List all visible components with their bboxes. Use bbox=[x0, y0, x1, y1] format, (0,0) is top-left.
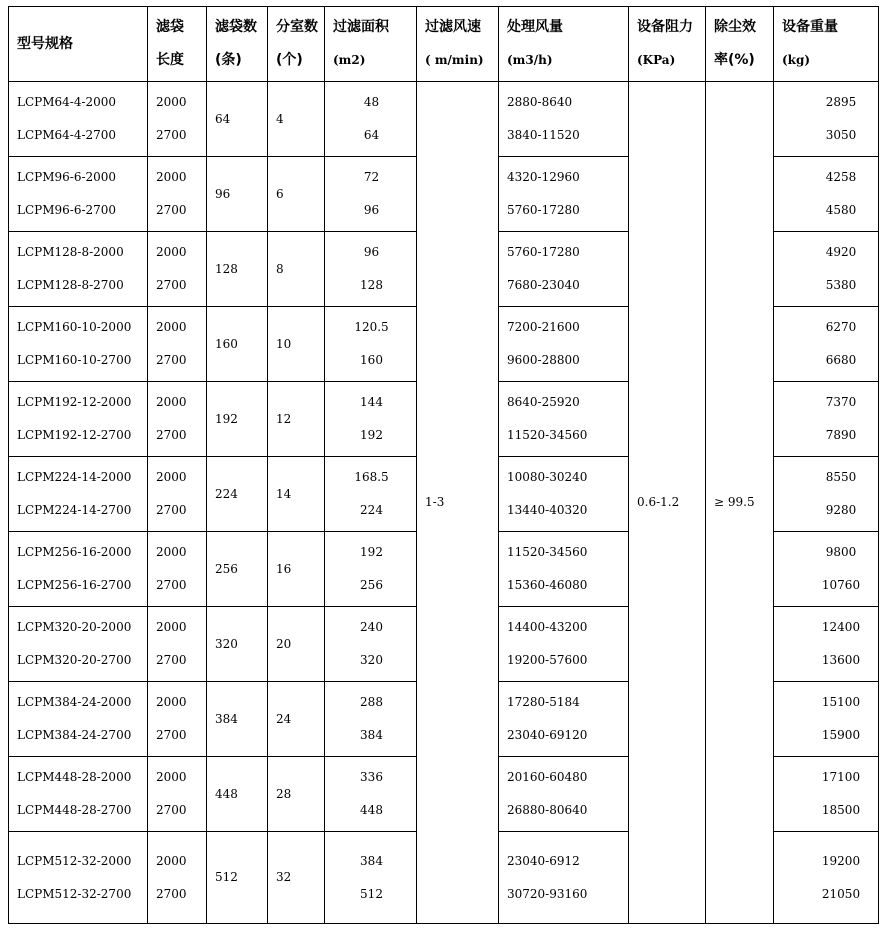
weight-cell bbox=[774, 382, 879, 457]
bag-length-cell bbox=[148, 382, 207, 457]
air-volume-cell bbox=[499, 757, 629, 832]
cell-text: 72 bbox=[363, 170, 380, 184]
cell-text: 2700 bbox=[156, 653, 187, 667]
cell-text: 288 bbox=[360, 695, 383, 709]
cell-text: LCPM192-12-2700 bbox=[17, 428, 132, 442]
cell-text: 8 bbox=[276, 261, 284, 276]
cell-text: 2895 bbox=[825, 95, 857, 109]
header-model: 型号规格 bbox=[9, 7, 148, 82]
cell-text: 13600 bbox=[821, 653, 861, 667]
cell-text: 384 bbox=[215, 711, 238, 726]
chambers-cell bbox=[268, 457, 325, 532]
bag-length-cell bbox=[148, 157, 207, 232]
cell-text: 4 bbox=[276, 111, 284, 126]
cell-text: 20 bbox=[276, 636, 292, 651]
air-volume-cell bbox=[499, 532, 629, 607]
air-volume-cell bbox=[499, 157, 629, 232]
cell-text: 0.6-1.2 bbox=[637, 495, 680, 509]
model-cell bbox=[9, 682, 148, 757]
cell-text: 192 bbox=[360, 428, 383, 442]
weight-cell bbox=[774, 607, 879, 682]
cell-text: 18500 bbox=[821, 803, 861, 817]
cell-text: 26880-80640 bbox=[507, 803, 588, 817]
cell-text: 32 bbox=[276, 870, 292, 884]
weight-cell bbox=[774, 157, 879, 232]
cell-text: 1-3 bbox=[425, 495, 445, 509]
cell-text: 11520-34560 bbox=[507, 545, 588, 559]
model-cell bbox=[9, 832, 148, 924]
header-efficiency: 除尘效 率(%) bbox=[706, 7, 774, 82]
cell-text: 4258 bbox=[825, 170, 857, 184]
cell-text: 10080-30240 bbox=[507, 470, 588, 484]
air-volume-cell bbox=[499, 832, 629, 924]
bag-length-cell bbox=[148, 832, 207, 924]
cell-text: 7370 bbox=[825, 395, 857, 409]
cell-text: 10760 bbox=[821, 578, 861, 592]
cell-text: 7680-23040 bbox=[507, 278, 580, 292]
cell-text: 48 bbox=[363, 95, 380, 109]
model-cell bbox=[9, 157, 148, 232]
cell-text: 4320-12960 bbox=[507, 170, 580, 184]
cell-text: 256 bbox=[360, 578, 383, 592]
cell-text: 2700 bbox=[156, 428, 187, 442]
cell-text: 192 bbox=[215, 411, 238, 426]
cell-text: 2000 bbox=[156, 320, 187, 334]
cell-text: 2700 bbox=[156, 886, 187, 901]
model-cell bbox=[9, 532, 148, 607]
air-volume-cell bbox=[499, 232, 629, 307]
cell-text: 2000 bbox=[156, 853, 187, 868]
model-cell bbox=[9, 307, 148, 382]
bag-length-cell bbox=[148, 307, 207, 382]
filter-area-cell bbox=[325, 82, 417, 157]
header-filter-area: 过滤面积 (m2) bbox=[325, 7, 417, 82]
cell-text: 24 bbox=[276, 711, 292, 726]
cell-text: 2700 bbox=[156, 278, 187, 292]
cell-text: 192 bbox=[360, 545, 383, 559]
cell-text: 168.5 bbox=[354, 470, 389, 484]
cell-text: LCPM448-28-2000 bbox=[17, 770, 132, 784]
cell-text: 2700 bbox=[156, 728, 187, 742]
cell-text: 384 bbox=[360, 728, 383, 742]
cell-text: LCPM160-10-2000 bbox=[17, 320, 132, 334]
cell-text: ≥ 99.5 bbox=[714, 495, 755, 509]
bag-count-cell bbox=[207, 382, 268, 457]
chambers-cell bbox=[268, 82, 325, 157]
model-cell bbox=[9, 232, 148, 307]
chambers-cell bbox=[268, 157, 325, 232]
cell-text: 23040-69120 bbox=[507, 728, 588, 742]
filter-area-cell bbox=[325, 832, 417, 924]
cell-text: 336 bbox=[360, 770, 383, 784]
air-volume-cell bbox=[499, 682, 629, 757]
cell-text: 15900 bbox=[821, 728, 861, 742]
cell-text: 2000 bbox=[156, 695, 187, 709]
cell-text: 30720-93160 bbox=[507, 886, 588, 901]
cell-text: 512 bbox=[215, 870, 238, 884]
bag-count-cell bbox=[207, 157, 268, 232]
weight-cell bbox=[774, 832, 879, 924]
cell-text: 3050 bbox=[825, 128, 857, 142]
model-cell bbox=[9, 607, 148, 682]
chambers-cell bbox=[268, 682, 325, 757]
model-cell bbox=[9, 757, 148, 832]
cell-text: LCPM128-8-2700 bbox=[17, 278, 124, 292]
cell-text: 9600-28800 bbox=[507, 353, 580, 367]
bag-count-cell bbox=[207, 232, 268, 307]
bag-length-cell bbox=[148, 757, 207, 832]
cell-text: 9800 bbox=[825, 545, 857, 559]
header-chambers: 分室数 (个) bbox=[268, 7, 325, 82]
chambers-cell bbox=[268, 757, 325, 832]
cell-text: LCPM320-20-2700 bbox=[17, 653, 132, 667]
cell-text: 7890 bbox=[825, 428, 857, 442]
chambers-cell bbox=[268, 307, 325, 382]
cell-text: 17280-5184 bbox=[507, 695, 580, 709]
cell-text: LCPM64-4-2000 bbox=[17, 95, 117, 109]
header-bag-length: 滤袋 长度 bbox=[148, 7, 207, 82]
cell-text: 224 bbox=[215, 486, 238, 501]
cell-text: 19200 bbox=[821, 853, 861, 868]
cell-text: LCPM512-32-2000 bbox=[17, 853, 132, 868]
cell-text: LCPM256-16-2000 bbox=[17, 545, 132, 559]
cell-text: 224 bbox=[360, 503, 383, 517]
cell-text: 7200-21600 bbox=[507, 320, 580, 334]
weight-cell bbox=[774, 682, 879, 757]
cell-text: 9280 bbox=[825, 503, 857, 517]
cell-text: LCPM448-28-2700 bbox=[17, 803, 132, 817]
filter-area-cell bbox=[325, 607, 417, 682]
chambers-cell bbox=[268, 832, 325, 924]
cell-text: 256 bbox=[215, 561, 238, 576]
cell-text: 64 bbox=[215, 111, 231, 126]
cell-text: LCPM512-32-2700 bbox=[17, 886, 132, 901]
cell-text: 320 bbox=[360, 653, 383, 667]
cell-text: 15360-46080 bbox=[507, 578, 588, 592]
spec-table bbox=[8, 6, 879, 924]
bag-length-cell bbox=[148, 232, 207, 307]
cell-text: 2000 bbox=[156, 620, 187, 634]
bag-count-cell bbox=[207, 82, 268, 157]
resistance-cell bbox=[629, 82, 706, 924]
header-resistance: 设备阻力 (KPa) bbox=[629, 7, 706, 82]
cell-text: 2700 bbox=[156, 128, 187, 142]
cell-text: LCPM320-20-2000 bbox=[17, 620, 132, 634]
chambers-cell bbox=[268, 232, 325, 307]
cell-text: 320 bbox=[215, 636, 238, 651]
cell-text: 8550 bbox=[825, 470, 857, 484]
cell-text: 160 bbox=[215, 336, 238, 351]
cell-text: LCPM256-16-2700 bbox=[17, 578, 132, 592]
weight-cell bbox=[774, 82, 879, 157]
air-volume-cell bbox=[499, 457, 629, 532]
chambers-cell bbox=[268, 382, 325, 457]
cell-text: 2880-8640 bbox=[507, 95, 573, 109]
header-filter-speed: 过滤风速 ( m/min) bbox=[417, 7, 499, 82]
model-cell bbox=[9, 382, 148, 457]
weight-cell bbox=[774, 757, 879, 832]
bag-count-cell bbox=[207, 832, 268, 924]
bag-count-cell bbox=[207, 607, 268, 682]
cell-text: 14400-43200 bbox=[507, 620, 588, 634]
cell-text: 2000 bbox=[156, 545, 187, 559]
bag-length-cell bbox=[148, 682, 207, 757]
cell-text: 120.5 bbox=[354, 320, 389, 334]
chambers-cell bbox=[268, 607, 325, 682]
bag-count-cell bbox=[207, 532, 268, 607]
cell-text: 23040-6912 bbox=[507, 853, 580, 868]
weight-cell bbox=[774, 307, 879, 382]
cell-text: 512 bbox=[360, 886, 383, 901]
cell-text: 2700 bbox=[156, 803, 187, 817]
filter-area-cell bbox=[325, 232, 417, 307]
cell-text: 15100 bbox=[821, 695, 861, 709]
cell-text: 240 bbox=[360, 620, 383, 634]
bag-count-cell bbox=[207, 757, 268, 832]
filter-area-cell bbox=[325, 457, 417, 532]
cell-text: 4920 bbox=[825, 245, 857, 259]
cell-text: LCPM224-14-2700 bbox=[17, 503, 132, 517]
cell-text: LCPM96-6-2000 bbox=[17, 170, 117, 184]
cell-text: 2700 bbox=[156, 578, 187, 592]
filter-area-cell bbox=[325, 682, 417, 757]
air-volume-cell bbox=[499, 382, 629, 457]
cell-text: 6270 bbox=[825, 320, 857, 334]
cell-text: 2000 bbox=[156, 170, 187, 184]
air-volume-cell bbox=[499, 607, 629, 682]
filter-area-cell bbox=[325, 157, 417, 232]
cell-text: LCPM384-24-2000 bbox=[17, 695, 132, 709]
cell-text: 2000 bbox=[156, 95, 187, 109]
cell-text: 6 bbox=[276, 186, 284, 201]
cell-text: 12 bbox=[276, 411, 292, 426]
cell-text: 144 bbox=[360, 395, 383, 409]
table-row bbox=[9, 82, 879, 157]
cell-text: 6680 bbox=[825, 353, 857, 367]
cell-text: 17100 bbox=[821, 770, 861, 784]
air-volume-cell bbox=[499, 307, 629, 382]
cell-text: 28 bbox=[276, 786, 292, 801]
cell-text: 5760-17280 bbox=[507, 245, 580, 259]
weight-cell bbox=[774, 457, 879, 532]
bag-length-cell bbox=[148, 82, 207, 157]
cell-text: 5380 bbox=[825, 278, 857, 292]
model-cell bbox=[9, 82, 148, 157]
cell-text: 128 bbox=[215, 261, 238, 276]
cell-text: LCPM128-8-2000 bbox=[17, 245, 124, 259]
cell-text: LCPM224-14-2000 bbox=[17, 470, 132, 484]
cell-text: 448 bbox=[360, 803, 383, 817]
bag-length-cell bbox=[148, 607, 207, 682]
bag-count-cell bbox=[207, 457, 268, 532]
cell-text: 64 bbox=[363, 128, 380, 142]
cell-text: 2000 bbox=[156, 395, 187, 409]
filter-area-cell bbox=[325, 307, 417, 382]
cell-text: LCPM160-10-2700 bbox=[17, 353, 132, 367]
bag-length-cell bbox=[148, 532, 207, 607]
cell-text: 19200-57600 bbox=[507, 653, 588, 667]
cell-text: LCPM192-12-2000 bbox=[17, 395, 132, 409]
cell-text: 96 bbox=[363, 245, 380, 259]
cell-text: 5760-17280 bbox=[507, 203, 580, 217]
cell-text: 21050 bbox=[821, 886, 861, 901]
cell-text: 8640-25920 bbox=[507, 395, 580, 409]
filter-area-cell bbox=[325, 532, 417, 607]
cell-text: 2700 bbox=[156, 203, 187, 217]
cell-text: 16 bbox=[276, 561, 292, 576]
cell-text: 2700 bbox=[156, 503, 187, 517]
weight-cell bbox=[774, 532, 879, 607]
bag-length-cell bbox=[148, 457, 207, 532]
cell-text: 448 bbox=[215, 786, 238, 801]
header-bag-count: 滤袋数 (条) bbox=[207, 7, 268, 82]
weight-cell bbox=[774, 232, 879, 307]
cell-text: 2000 bbox=[156, 470, 187, 484]
bag-count-cell bbox=[207, 682, 268, 757]
filter-area-cell bbox=[325, 757, 417, 832]
cell-text: 2000 bbox=[156, 770, 187, 784]
cell-text: 2000 bbox=[156, 245, 187, 259]
cell-text: LCPM64-4-2700 bbox=[17, 128, 117, 142]
cell-text: 96 bbox=[215, 186, 231, 201]
cell-text: 10 bbox=[276, 336, 292, 351]
cell-text: 4580 bbox=[825, 203, 857, 217]
cell-text: 160 bbox=[360, 353, 383, 367]
cell-text: LCPM384-24-2700 bbox=[17, 728, 132, 742]
efficiency-cell bbox=[706, 82, 774, 924]
model-cell bbox=[9, 457, 148, 532]
cell-text: 14 bbox=[276, 486, 292, 501]
cell-text: 128 bbox=[360, 278, 383, 292]
cell-text: 384 bbox=[360, 853, 383, 868]
cell-text: 96 bbox=[363, 203, 380, 217]
cell-text: 2700 bbox=[156, 353, 187, 367]
header-air-volume: 处理风量 (m3/h) bbox=[499, 7, 629, 82]
cell-text: 12400 bbox=[821, 620, 861, 634]
cell-text: 3840-11520 bbox=[507, 128, 580, 142]
filter-speed-cell bbox=[417, 82, 499, 924]
header-weight: 设备重量 (kg) bbox=[774, 7, 879, 82]
header-row bbox=[9, 7, 879, 82]
bag-count-cell bbox=[207, 307, 268, 382]
cell-text: 13440-40320 bbox=[507, 503, 588, 517]
filter-area-cell bbox=[325, 382, 417, 457]
chambers-cell bbox=[268, 532, 325, 607]
air-volume-cell bbox=[499, 82, 629, 157]
cell-text: 11520-34560 bbox=[507, 428, 588, 442]
cell-text: LCPM96-6-2700 bbox=[17, 203, 117, 217]
cell-text: 20160-60480 bbox=[507, 770, 588, 784]
